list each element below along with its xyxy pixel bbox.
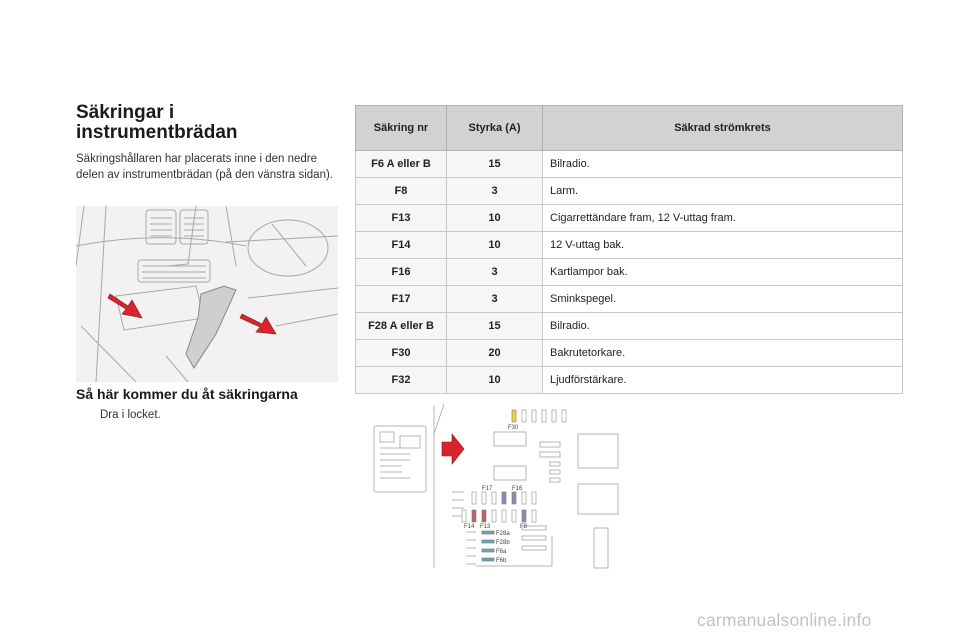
label-f17: F17 bbox=[482, 486, 493, 492]
label-f30: F30 bbox=[508, 425, 519, 431]
amps-cell: 3 bbox=[447, 178, 543, 205]
fuse-cell: F16 bbox=[356, 259, 447, 286]
watermark: carmanualsonline.info bbox=[697, 610, 872, 630]
access-heading: Så här kommer du åt säkringarna bbox=[76, 386, 298, 402]
table-row bbox=[356, 205, 903, 232]
header-circuit: Säkrad strömkrets bbox=[543, 106, 903, 151]
fuse-f28b-marker bbox=[482, 540, 494, 543]
amps-cell: 10 bbox=[447, 367, 543, 394]
step-text: Dra i locket. bbox=[100, 409, 161, 421]
circuit-cell: Cigarrettändare fram, 12 V-uttag fram. bbox=[543, 205, 903, 232]
fuse-cell: F6 A eller B bbox=[356, 151, 447, 178]
fuse-f17-marker bbox=[502, 492, 506, 504]
intro-text: Säkringshållaren har placerats inne i den nedre delen av instrumentbrädan (på den vänstra sidan). bbox=[76, 153, 333, 181]
amps-cell: 15 bbox=[447, 151, 543, 178]
step-item bbox=[80, 409, 161, 421]
title-line-2: instrumentbrädan bbox=[76, 122, 238, 143]
label-f13: F13 bbox=[480, 524, 491, 530]
fuse-f8-marker bbox=[522, 510, 526, 522]
arrow-icon bbox=[442, 434, 464, 464]
header-rating: Styrka (A) bbox=[447, 106, 543, 151]
circuit-cell: Bakrutetorkare. bbox=[543, 340, 903, 367]
fuse-cell: F30 bbox=[356, 340, 447, 367]
fuse-table bbox=[355, 105, 903, 394]
label-f6b: F6b bbox=[496, 558, 507, 564]
fuse-cell: F14 bbox=[356, 232, 447, 259]
table-row bbox=[356, 367, 903, 394]
table-row bbox=[356, 232, 903, 259]
label-f14: F14 bbox=[464, 524, 475, 530]
page-title bbox=[76, 103, 336, 143]
amps-cell: 15 bbox=[447, 313, 543, 340]
table-row bbox=[356, 151, 903, 178]
fuse-f30-marker bbox=[512, 410, 516, 422]
label-f28b: F28b bbox=[496, 540, 510, 546]
label-f6a: F6a bbox=[496, 549, 507, 555]
circuit-cell: Bilradio. bbox=[543, 151, 903, 178]
circuit-cell: Sminkspegel. bbox=[543, 286, 903, 313]
circuit-cell: Larm. bbox=[543, 178, 903, 205]
fuse-cell: F13 bbox=[356, 205, 447, 232]
fuse-cell: F17 bbox=[356, 286, 447, 313]
fuse-f14-marker bbox=[472, 510, 476, 522]
fuse-f28a-marker bbox=[482, 531, 494, 534]
table-row bbox=[356, 259, 903, 286]
title-line-1: Säkringar i bbox=[76, 102, 175, 123]
fuse-cell: F8 bbox=[356, 178, 447, 205]
table-row bbox=[356, 286, 903, 313]
amps-cell: 3 bbox=[447, 259, 543, 286]
circuit-cell: Kartlampor bak. bbox=[543, 259, 903, 286]
label-f16: F16 bbox=[512, 486, 523, 492]
dashboard-illustration bbox=[76, 206, 338, 382]
amps-cell: 3 bbox=[447, 286, 543, 313]
circuit-cell: Bilradio. bbox=[543, 313, 903, 340]
fuse-f13-marker bbox=[482, 510, 486, 522]
label-f8: F8 bbox=[520, 524, 528, 530]
fuse-cell: F32 bbox=[356, 367, 447, 394]
table-header-row bbox=[356, 106, 903, 151]
fuse-f16-marker bbox=[512, 492, 516, 504]
fuse-box-diagram bbox=[372, 404, 632, 570]
circuit-cell: 12 V-uttag bak. bbox=[543, 232, 903, 259]
table-row bbox=[356, 313, 903, 340]
amps-cell: 10 bbox=[447, 205, 543, 232]
amps-cell: 10 bbox=[447, 232, 543, 259]
header-fuse-no: Säkring nr bbox=[356, 106, 447, 151]
table-row bbox=[356, 340, 903, 367]
table-row bbox=[356, 178, 903, 205]
amps-cell: 20 bbox=[447, 340, 543, 367]
circuit-cell: Ljudförstärkare. bbox=[543, 367, 903, 394]
label-f28a: F28a bbox=[496, 531, 510, 537]
fuse-cell: F28 A eller B bbox=[356, 313, 447, 340]
fuse-f6a-marker bbox=[482, 549, 494, 552]
fuse-f6b-marker bbox=[482, 558, 494, 561]
